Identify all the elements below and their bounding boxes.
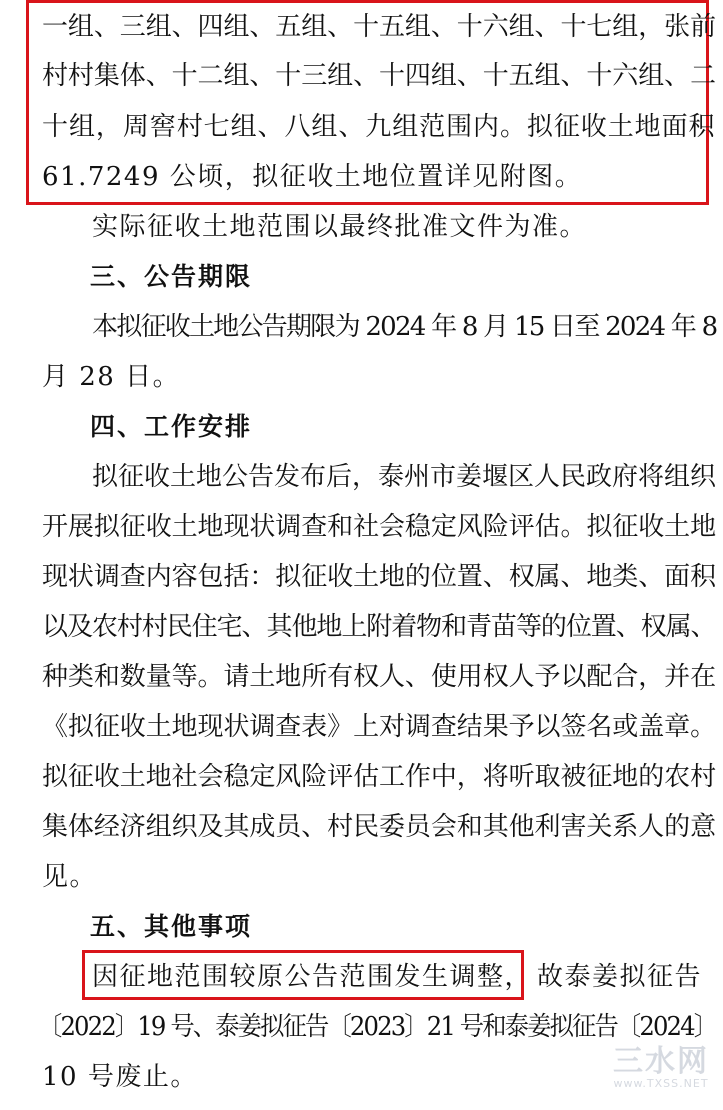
scope-line-1: 一组、三组、四组、五组、十五组、十六组、十七组，张前	[42, 12, 717, 42]
section-4-line-3: 现状调查内容包括：拟征收土地的位置、权属、地类、面积	[42, 562, 717, 592]
section-5-line-3: 10 号废止。	[42, 1062, 198, 1092]
section-5-heading: 五、其他事项	[90, 912, 253, 941]
watermark-logo-text: 三水网	[613, 1044, 709, 1079]
section-4-line-5: 种类和数量等。请土地所有权人、使用权人予以配合，并在	[42, 662, 717, 692]
section-4-line-7: 拟征收土地社会稳定风险评估工作中，将听取被征地的农村	[42, 762, 717, 792]
section-4-line-1: 拟征收土地公告发布后，泰州市姜堰区人民政府将组织	[92, 462, 717, 492]
section-4-line-2: 开展拟征收土地现状调查和社会稳定风险评估。拟征收土地	[42, 512, 717, 542]
section-5-line-1-highlight: 因征地范围较原公告范围发生调整，	[92, 962, 533, 992]
site-watermark	[613, 1046, 709, 1090]
section-4-line-4: 以及农村村民住宅、其他地上附着物和青苗等的位置、权属、	[42, 612, 716, 642]
section-4-line-8: 集体经济组织及其成员、村民委员会和其他利害关系人的意	[42, 812, 717, 842]
scope-line-4: 61.7249 公顷，拟征收土地位置详见附图。	[42, 162, 583, 192]
section-5-line-2: 〔2022〕19 号、泰姜拟征告〔2023〕21 号和泰姜拟征告〔2024〕	[38, 1012, 717, 1042]
section-4-line-9: 见。	[42, 862, 98, 892]
section-5-line-1-rest: 故泰姜拟征告	[537, 962, 703, 992]
section-3-line-1: 本拟征收土地公告期限为 2024 年 8 月 15 日至 2024 年 8	[92, 312, 717, 342]
final-scope-text: 实际征收土地范围以最终批准文件为准。	[92, 212, 588, 242]
scope-line-3: 十组，周窖村七组、八组、九组范围内。拟征收土地面积	[42, 112, 716, 142]
section-3-line-2: 月 28 日。	[42, 362, 181, 392]
section-3-heading: 三、公告期限	[90, 262, 253, 291]
watermark-url: www.TXSS.NET	[613, 1077, 709, 1090]
section-4-heading: 四、工作安排	[90, 412, 253, 441]
section-4-line-6: 《拟征收土地现状调查表》上对调查结果予以签名或盖章。	[42, 712, 717, 742]
scope-line-2: 村村集体、十二组、十三组、十四组、十五组、十六组、二	[42, 61, 717, 91]
